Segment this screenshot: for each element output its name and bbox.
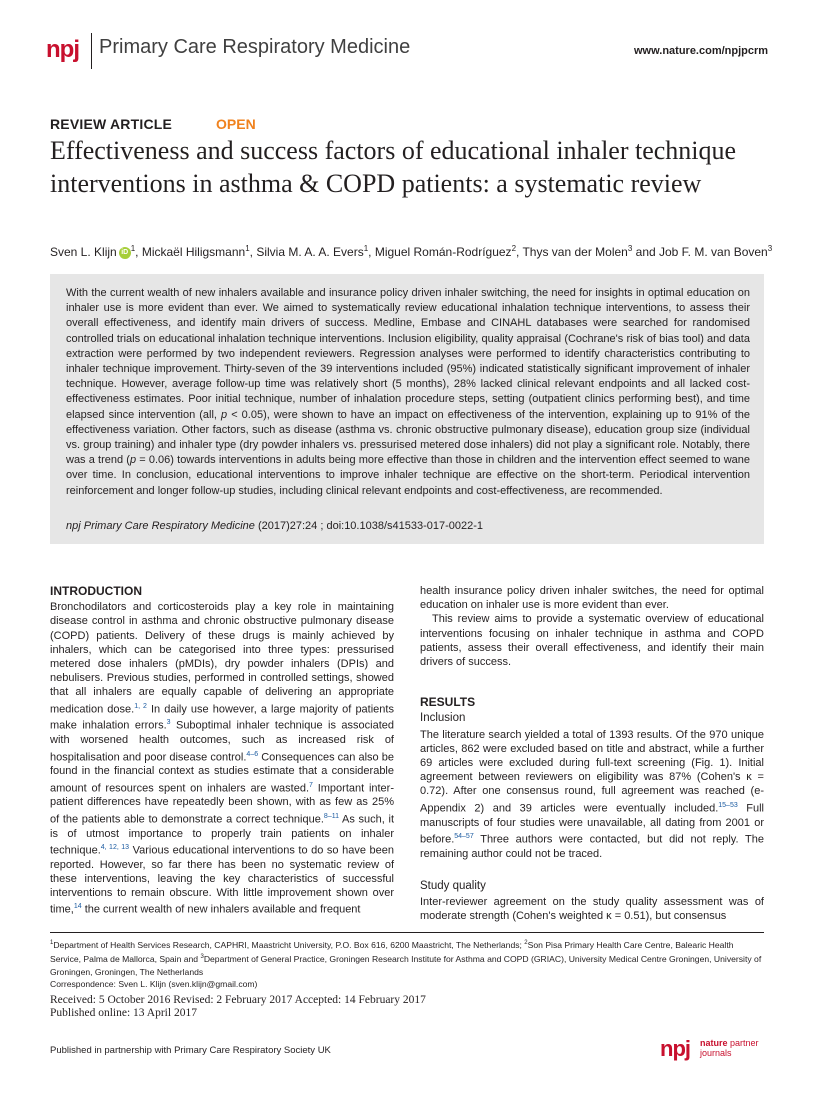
study-quality-paragraph: Inter-reviewer agreement on the study quality assessment was of moderate strength (Cohen's weighted κ = 0.51), but consensus bbox=[420, 895, 764, 923]
author-list: Sven L. Klijn iD $^1$, Mickaël Hiligsmann$^1$, Silvia M. A. A. Evers$^1$, Miguel Román-Rodríguez$^2$, Thys van der Molen$^3$ and Job F. M. van Boven$^3$ bbox=[50, 244, 773, 259]
introduction-paragraph: Bronchodilators and corticosteroids play a key role in maintaining disease control in asthma and chronic obstructive pulmonary disease (COPD) patients. Delivery of these drugs is mainly achieved by inhalers, which can be categorised into three types: pressurised metered dose inhalers (pMDIs), dry powder inhalers (DPIs) and nebulisers. Previous studies, performed in controlled settings, showed that all inhalers are equally capable of delivering an appropriate medication dose.$^{1, 2}$ In daily use however, a large majority of patients make inhalation errors.$^3$ Suboptimal inhaler technique is associated with worsened health outcomes, such as increased risk of hospitalisation and poor disease control.$^{4-6}$ Consequences can also be found in the financial context as studies estimate that a considerable amount of resources spent on inhalers are wasted.$^7$ Important inter-patient differences have repeatedly been shown, with as few as 25% of the patients able to demonstrate a correct technique.$^{8-11}$ As such, it is of utmost importance to properly train patients on inhaler technique.$^{4, 12, 13}$ Various educational interventions to do so have been reported. However, so far there has been no systematic review of these interventions, leaving the key characteristics of successful interventions to remain obscure. With little improvement shown over time,$^{14}$ the current wealth of new inhalers available and frequent bbox=[50, 601, 395, 916]
citation-details[interactable]: (2017)27:24 ; doi:10.1038/s41533-017-0022-1 bbox=[254, 520, 484, 532]
header-divider bbox=[91, 33, 92, 69]
footnote-divider bbox=[50, 932, 764, 933]
partnership-line: Published in partnership with Primary Care Respiratory Society UK bbox=[50, 1045, 331, 1056]
partner-npj-mark: npj bbox=[660, 1036, 690, 1061]
published-online: Published online: 13 April 2017 bbox=[50, 1007, 197, 1019]
article-type: REVIEW ARTICLE bbox=[50, 116, 173, 132]
right-column bbox=[420, 584, 764, 923]
introduction-paragraph-continued: health insurance policy driven inhaler switches, the need for optimal education on inhaler use is more evident than ever. bbox=[420, 585, 764, 612]
npj-logo[interactable]: npj bbox=[46, 36, 79, 63]
inclusion-subheading: Inclusion bbox=[420, 712, 466, 725]
article-title: Effectiveness and success factors of educational inhaler technique interventions in asthma & COPD patients: a systematic review bbox=[50, 136, 737, 198]
received-revised-accepted: Received: 5 October 2016 Revised: 2 February 2017 Accepted: 14 February 2017 bbox=[50, 994, 426, 1006]
partner-logo-journals: journals bbox=[700, 1048, 732, 1058]
citation-journal: npj Primary Care Respiratory Medicine bbox=[66, 520, 255, 532]
results-heading: RESULTS bbox=[420, 695, 476, 710]
partner-logo-nature: nature bbox=[700, 1038, 728, 1048]
publication-dates bbox=[50, 994, 426, 1020]
abstract-text: With the current wealth of new inhalers available and insurance policy driven inhaler switching, the need for insights in optimal education on inhaler use is more evident than ever. We aimed to systematically review educational inhalation technique interventions, to assess their overall effectiveness, and identify main drivers of success. Medline, Embase and CINAHL databases were searched for randomised controlled trials on educational inhalation technique interventions. Inclusion eligibility, quality appraisal (Cochrane's risk of bias tool) and data extraction were performed by two independent reviewers. Regression analyses were performed to identify characteristics contributing to inhaler technique improvement. Thirty-seven of the 39 interventions included (95%) indicated statistically significant improvement of inhaler technique. However, average follow-up time was relatively short (5 months), 28% lacked clinical relevant endpoints and all lacked cost-effectiveness estimates. Poor initial technique, number of inhalation procedure steps, setting (outpatient clinics performing best), and time elapsed since intervention (all, p < 0.05), were shown to have an impact on effectiveness of the intervention, explaining up to 91% of the effectiveness variation. Other factors, such as disease (asthma vs. chronic obstructive pulmonary disease), education group size (individual vs. group training) and inhaler type (dry powder inhalers vs. pressurised metered dose inhalers) did not play a significant role. Notably, there was a trend (p = 0.06) towards interventions in adults being more effective than those in children and the intervention effect seemed to wane over time. In conclusion, educational interventions to improve inhaler technique are effective on the short-term. Periodical intervention reinforcement and longer follow-up studies, including clinical relevant endpoints and cost-effectiveness, are recommended. bbox=[66, 287, 750, 497]
inclusion-paragraph: The literature search yielded a total of 1393 results. Of the 970 unique articles, 862 were excluded based on title and abstract, while a further 69 articles were excluded during full-text screening (Fig. 1). Initial agreement between reviewers on eligibility was 87% (Cohen's κ = 0.72). After one consensus round, full agreement was reached (e-Appendix 2) and 39 articles were eventually included.$^{15-53}$ Full manuscripts of four studies were unavailable, all dating from 2001 or before.$^{54-57}$ Three authors were contacted, but did not reply. The remaining author could not be traced. bbox=[420, 728, 764, 860]
affiliations-footnote: $^1$Department of Health Services Research, CAPHRI, Maastricht University, P.O. Box 616, 6200 Maastricht, The Netherlands; $^2$Son Pisa Primary Health Care Centre, Balearic Health Service, Palma de Mallorca, Spain and $^3$Department of General Practice, Groningen Research Institute for Asthma and COPD (GRIAC), University Medical Centre Groningen, University of Groningen, Groningen, The Netherlands Correspondence: Sven L. Klijn (sven.klijn@gmail.com) bbox=[50, 939, 762, 989]
journal-url[interactable]: www.nature.com/npjpcrm bbox=[634, 45, 769, 57]
introduction-aim-paragraph: This review aims to provide a systematic overview of educational interventions focusing on inhaler technique in asthma and COPD patients, assess their overall effectiveness, and identify their main drivers of success. bbox=[420, 613, 764, 669]
journal-name[interactable]: Primary Care Respiratory Medicine bbox=[99, 36, 411, 58]
introduction-heading: INTRODUCTION bbox=[50, 584, 142, 598]
open-access-badge: OPEN bbox=[216, 116, 256, 132]
study-quality-subheading: Study quality bbox=[420, 879, 486, 892]
citation-line bbox=[66, 520, 750, 532]
left-column bbox=[50, 584, 394, 917]
partner-logo-partner: partner bbox=[730, 1038, 759, 1048]
partner-logo-text bbox=[700, 1038, 759, 1058]
orcid-icon[interactable]: iD bbox=[119, 247, 131, 259]
npj-nature-partner-journals-logo[interactable] bbox=[660, 1036, 759, 1062]
